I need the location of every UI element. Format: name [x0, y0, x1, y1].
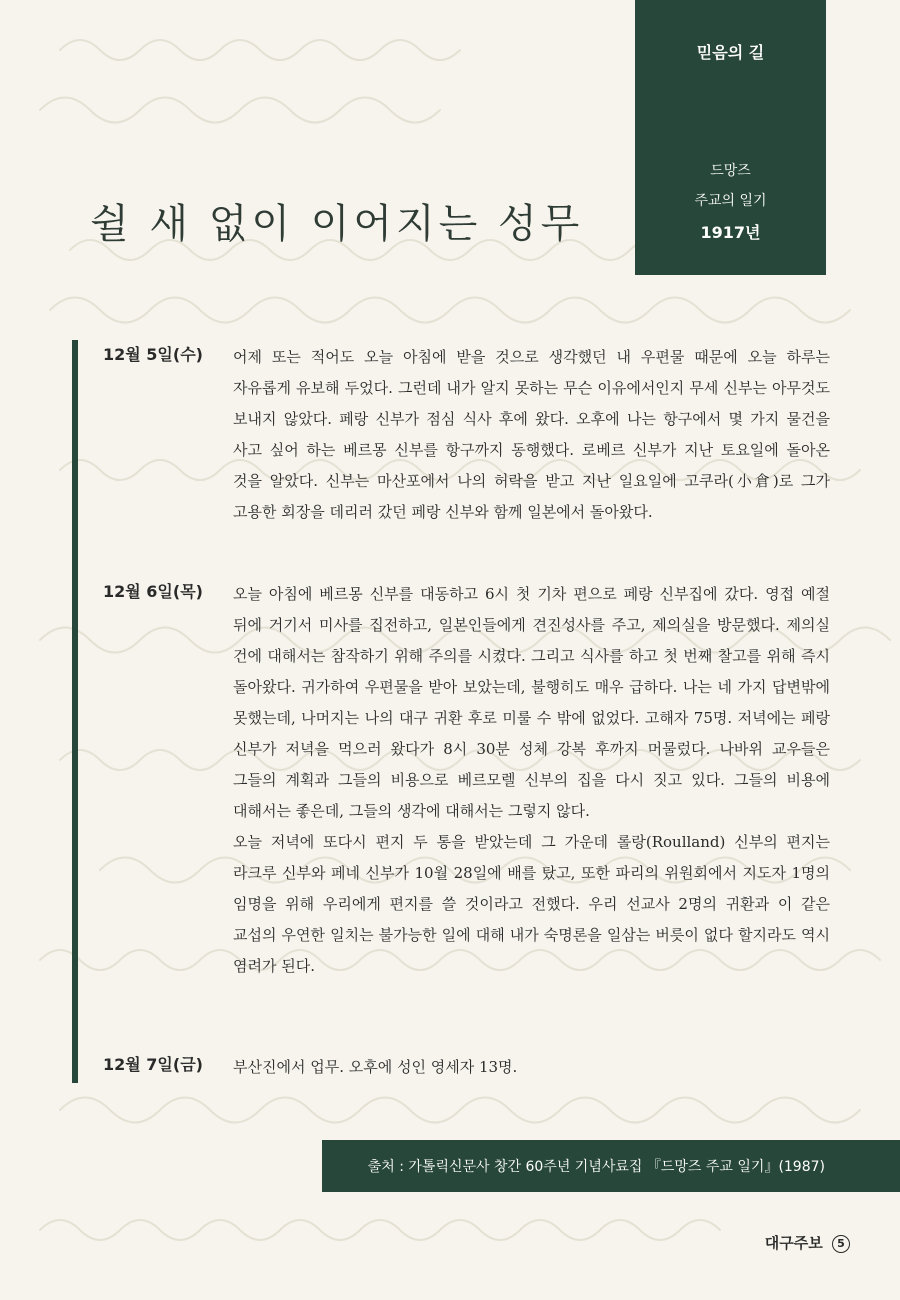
source-citation-box	[322, 1140, 900, 1192]
source-citation: 출처 : 가톨릭신문사 창간 60주년 기념사료집 『드망즈 주교 일기』(1987)	[367, 1159, 825, 1175]
entry-date: 12월 7일(금)	[103, 1055, 203, 1074]
entry-paragraph: 어제 또는 적어도 오늘 아침에 받을 것으로 생각했던 내 우편물 때문에 오늘 하루는 자유롭게 유보해 두었다. 그런데 내가 알지 못하는 무슨 이유에서인지 무세 신부는 아무것도 보내지 않았다. 페랑 신부가 점심 식사 후에 왔다. 오후에 나는 항구에서 몇 가지 물건을 사고 싶어 하는 베르몽 신부를 항구까지 동행했다. 로베르 신부가 지난 토요일에 돌아온 것을 알았다. 신부는 마산포에서 나의 허락을 받고 지난 일요일에 고쿠라(小倉)로 그가 고용한 회장을 데리러 갔던 페랑 신부와 함께 일본에서 돌아왔다.	[233, 348, 830, 521]
section-tag-author: 드망즈	[710, 163, 751, 179]
page-footer	[765, 1232, 850, 1253]
section-tag-title: 믿음의 길	[696, 43, 765, 62]
entry-paragraph: 오늘 저녁에 또다시 편지 두 통을 받았는데 그 가운데 롤랑(Roulland) 신부의 편지는 라크루 신부와 페네 신부가 10월 28일에 배를 탔고, 또한 파리의 위원회에서 지도자 1명의 임명을 위해 우리에게 편지를 쓸 것이라고 전했다. 우리 선교사 2명의 귀환과 이 같은 교섭의 우연한 일치는 불가능한 일에 대해 내가 숙명론을 일삼는 버릇이 없다 할지라도 역시 염려가 된다.	[233, 833, 830, 975]
section-tag-subtitle: 주교의 일기	[694, 193, 767, 209]
entry-body	[233, 1052, 830, 1083]
page-title: 쉴 새 없이 이어지는 성무	[90, 200, 584, 247]
entry-body	[233, 342, 830, 528]
entry-date: 12월 5일(수)	[103, 345, 203, 364]
left-accent-bar	[72, 340, 78, 1083]
page-number: 5	[832, 1235, 850, 1253]
section-tag-box	[635, 0, 826, 275]
entry-date: 12월 6일(목)	[103, 582, 203, 601]
publication-name: 대구주보	[764, 1234, 823, 1252]
entry-paragraph: 오늘 아침에 베르몽 신부를 대동하고 6시 첫 기차 편으로 페랑 신부집에 갔다. 영접 예절 뒤에 거기서 미사를 집전하고, 일본인들에게 견진성사를 주고, 제의실을 방문했다. 제의실 건에 대해서는 참작하기 위해 주의를 시켰다. 그리고 식사를 하고 첫 번째 찰고를 위해 즉시 돌아왔다. 귀가하여 우편물을 받아 보았는데, 불행히도 매우 급하다. 나는 네 가지 답변밖에 못했는데, 나머지는 나의 대구 귀환 후로 미룰 수 밖에 없었다. 고해자 75명. 저녁에는 페랑 신부가 저녁을 먹으러 왔다가 8시 30분 성체 강복 후까지 머물렀다. 나바위 교우들은 그들의 계획과 그들의 비용으로 베르모렐 신부의 집을 다시 짓고 있다. 그들의 비용에 대해서는 좋은데, 그들의 생각에 대해서는 그렇지 않다.	[233, 585, 830, 820]
section-tag-year: 1917년	[700, 223, 761, 242]
entry-body	[233, 579, 830, 982]
entry-paragraph: 부산진에서 업무. 오후에 성인 영세자 13명.	[233, 1058, 518, 1076]
